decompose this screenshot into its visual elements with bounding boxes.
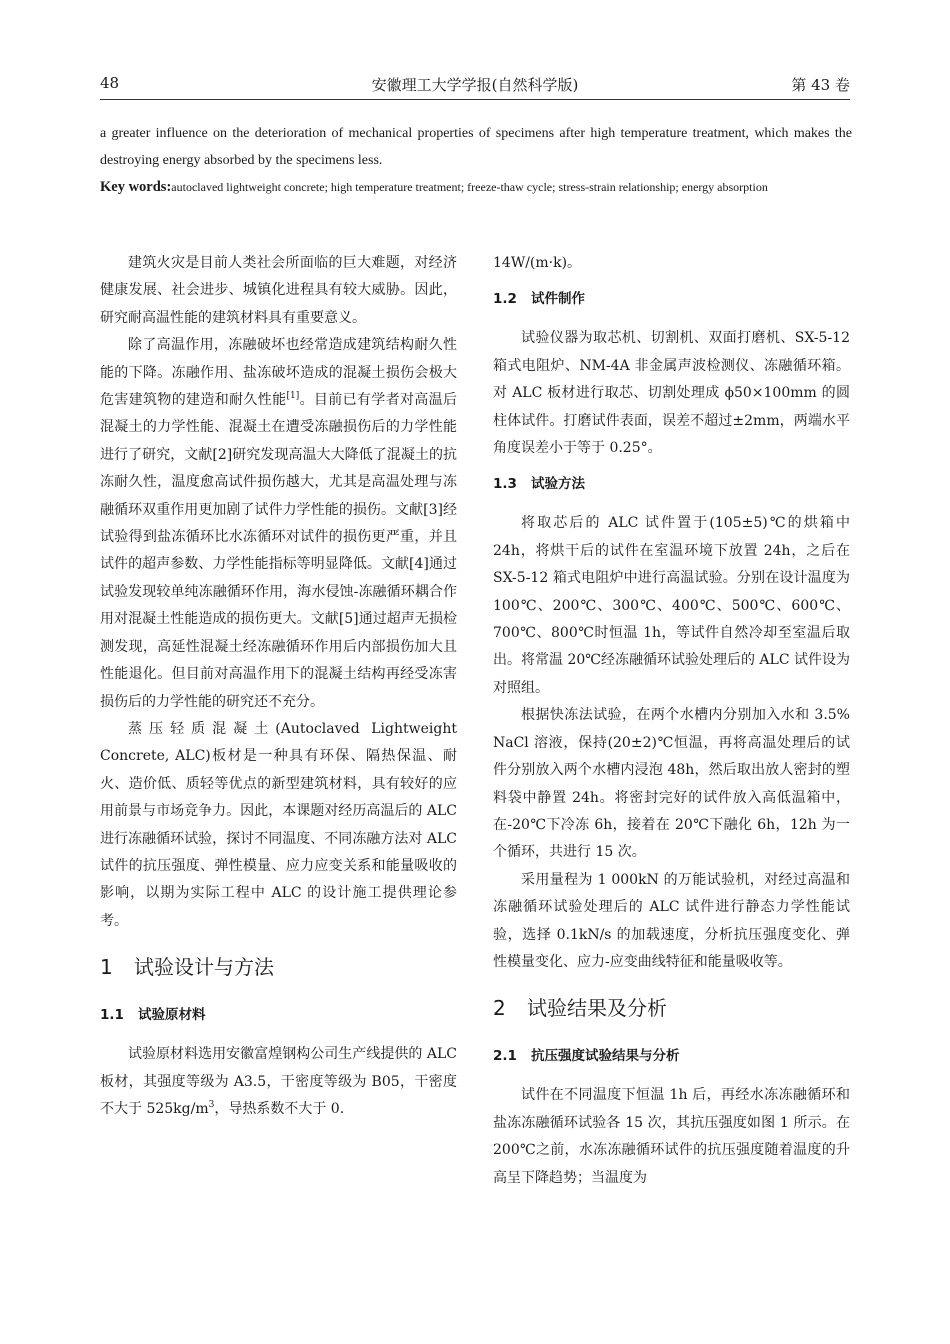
method-paragraph-1: 将取芯后的 ALC 试件置于(105±5)℃的烘箱中 24h，将烘干后的试件在室温环境下放置 24h，之后在 SX-5-12 箱式电阻炉中进行高温试验。分别在设计温度为 100℃、200℃、300℃、400℃、500℃、600℃、700℃、800℃时恒温 1h，等试件自然冷却至室温后取出。将常温 20℃经冻融循环试验处理后的 ALC 试件设为对照组。 (493, 515, 850, 696)
method-paragraph-3: 采用量程为 1 000kN 的万能试验机，对经过高温和冻融循环试验处理后的 ALC 试件进行静态力学性能试验，选择 0.1kN/s 的加载速度，分析抗压强度变化、弹性模量变化、应力-应变曲线特征和能量吸收等。 (493, 871, 850, 970)
intro-paragraph-1: 建筑火灾是目前人类社会所面临的巨大难题，对经济健康发展、社会进步、城镇化进程具有较大威胁。因此，研究耐高温性能的建筑材料具有重要意义。 (100, 255, 457, 326)
citation-ref: [1] (286, 391, 300, 402)
subsection-heading-1-2: 1.2 试件制作 (493, 291, 585, 308)
subsection-heading-2-1: 2.1 抗压强度试验结果与分析 (493, 1048, 680, 1065)
materials-paragraph: 试验原材料选用安徽富煌钢构公司生产线提供的 ALC 板材，其强度等级为 A3.5，干密度等级为 B05，干密度不大于 $525kg/m^3$，导热系数不大于 0. (100, 1046, 457, 1117)
continued-text: 14W/(m·k)。 (493, 255, 582, 271)
section-heading-1: 1 试验设计与方法 (100, 955, 274, 980)
subsection-heading-1-3: 1.3 试验方法 (493, 476, 585, 493)
subsection-heading-1-1: 1.1 试验原材料 (100, 1007, 206, 1024)
abstract-text: a greater influence on the deterioration of mechanical properties of specimens after high temperature treatment, which makes the destroying energy absorbed by the specimens less. (100, 126, 852, 168)
keywords-label: Key words: (100, 179, 172, 195)
results-paragraph: 试件在不同温度下恒温 1h 后，再经水冻冻融循环和盐冻冻融循环试验各 15 次，其抗压强度如图 1 所示。在 200℃之前，水冻冻融循环试件的抗压强度随着温度的升高呈下降趋势；当温度为 (493, 1087, 850, 1186)
intro-paragraph-2: 除了高温作用，冻融破坏也经常造成建筑结构耐久性能的下降。冻融作用、盐冻破坏造成的混凝土损伤会极大危害建筑物的建造和耐久性能[1]。目前已有学者对高温后混凝土的力学性能、混凝土在遭受冻融损伤后的力学性能进行了研究，文献[2]研究发现高温大大降低了混凝土的抗冻耐久性，温度愈高试件损伤越大，尤其是高温处理与冻融循环双重作用更加剧了试件力学性能的损伤。文献[3]经试验得到盐冻循环比水冻循环对试件的损伤更严重，并且试件的超声参数、力学性能指标等明显降低。文献[4]通过试验发现较单纯冻融循环作用，海水侵蚀-冻融循环耦合作用对混凝土性能造成的损伤更大。文献[5]通过超声无损检测发现，高延性混凝土经冻融循环作用后内部损伤加大且性能退化。但目前对高温作用下的混凝土结构再经受冻害损伤后的力学性能的研究还不充分。 (100, 337, 457, 710)
keywords-list: autoclaved lightweight concrete; high temperature treatment; freeze-thaw cycle; stress-strain relationship; energy absorption (171, 180, 768, 194)
intro-paragraph-3: 蒸压轻质混凝土(Autoclaved Lightweight Concrete, ALC)板材是一种具有环保、隔热保温、耐火、造价低、质轻等优点的新型建筑材料，具有较好的应用前景与市场竞争力。因此，本课题对经历高温后的 ALC 进行冻融循环试验，探讨不同温度、不同冻融方法对 ALC 试件的抗压强度、弹性模量、应力应变关系和能量吸收的影响，以期为实际工程中 ALC 的设计施工提供理论参考。 (100, 720, 457, 929)
page-number: 48 (100, 74, 120, 92)
journal-title: 安徽理工大学学报(自然科学版) (371, 76, 579, 94)
section-heading-2: 2 试验结果及分析 (493, 996, 667, 1021)
header-rule (100, 99, 850, 100)
abstract-block (100, 120, 852, 200)
volume-number: 第 43 卷 (791, 76, 850, 94)
page-header (100, 68, 850, 98)
right-column (493, 250, 850, 1192)
specimen-paragraph: 试验仪器为取芯机、切割机、双面打磨机、SX-5-12 箱式电阻炉、NM-4A 非金属声波检测仪、冻融循环箱。对 ALC 板材进行取芯、切割处理成 ϕ50×100mm 的圆柱体试件。打磨试件表面，误差不超过±2mm，两端水平角度误差小于等于 0.25°。 (493, 330, 850, 457)
keywords (100, 175, 852, 200)
method-paragraph-2: 根据快冻法试验，在两个水槽内分别加入水和 3.5% NaCl 溶液，保持(20±2)℃恒温，再将高温处理后的试件分别放入两个水槽内浸泡 48h，然后取出放人密封的塑料袋中静置 24h。将密封完好的试件放入高低温箱中，在-20℃下冷冻 6h，接着在 20℃下融化 6h，12h 为一个循环，共进行 15 次。 (493, 707, 850, 861)
left-column (100, 250, 457, 1123)
